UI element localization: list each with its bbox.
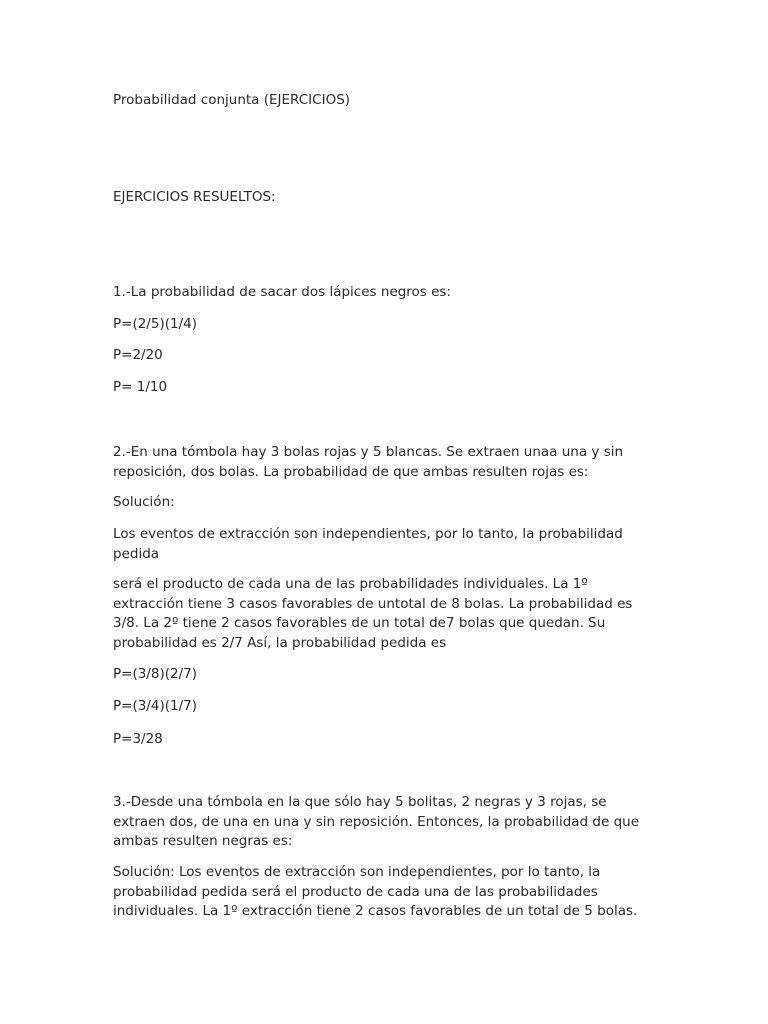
section-heading: EJERCICIOS RESUELTOS: [113, 189, 276, 205]
exercise2-explanation1: Los eventos de extracción son independientes, por lo tanto, la probabilidad pedida [113, 526, 623, 562]
exercise2-solution-label: Solución: [113, 494, 175, 510]
exercise1-step2: P=2/20 [113, 347, 163, 363]
exercise3-solution: Solución: Los eventos de extracción son independientes, por lo tanto, la probabilidad pedida será el producto de cada una de las probabilidades individuales. La 1º extracción tiene 2 casos favorables de un total de 5 bolas. [113, 864, 638, 919]
exercise2-step2: P=(3/4)(1/7) [113, 698, 197, 714]
exercise2-step1: P=(3/8)(2/7) [113, 666, 197, 682]
exercise1-step1: P=(2/5)(1/4) [113, 316, 197, 332]
exercise2-step3: P=3/28 [113, 731, 163, 747]
exercise2-statement: 2.-En una tómbola hay 3 bolas rojas y 5 blancas. Se extraen unaa una y sin reposición, dos bolas. La probabilidad de que ambas resulten rojas es: [113, 444, 624, 480]
exercise2-explanation2: será el producto de cada una de las probabilidades individuales. La 1º extracción tiene 3 casos favorables de untotal de 8 bolas. La probabilidad es 3/8. La 2º tiene 2 casos favorables de un total de7 bolas que quedan. Su probabilidad es 2/7 Así, la probabilidad pedida es [113, 576, 633, 651]
exercise1-statement: 1.-La probabilidad de sacar dos lápices negros es: [113, 284, 452, 300]
document-title: Probabilidad conjunta (EJERCICIOS) [113, 92, 351, 108]
exercise1-step3: P= 1/10 [113, 379, 168, 395]
exercise3-statement: 3.-Desde una tómbola en la que sólo hay 5 bolitas, 2 negras y 3 rojas, se extraen dos, de una en una y sin reposición. Entonces, la probabilidad de que ambas resulten negras es: [113, 794, 639, 849]
